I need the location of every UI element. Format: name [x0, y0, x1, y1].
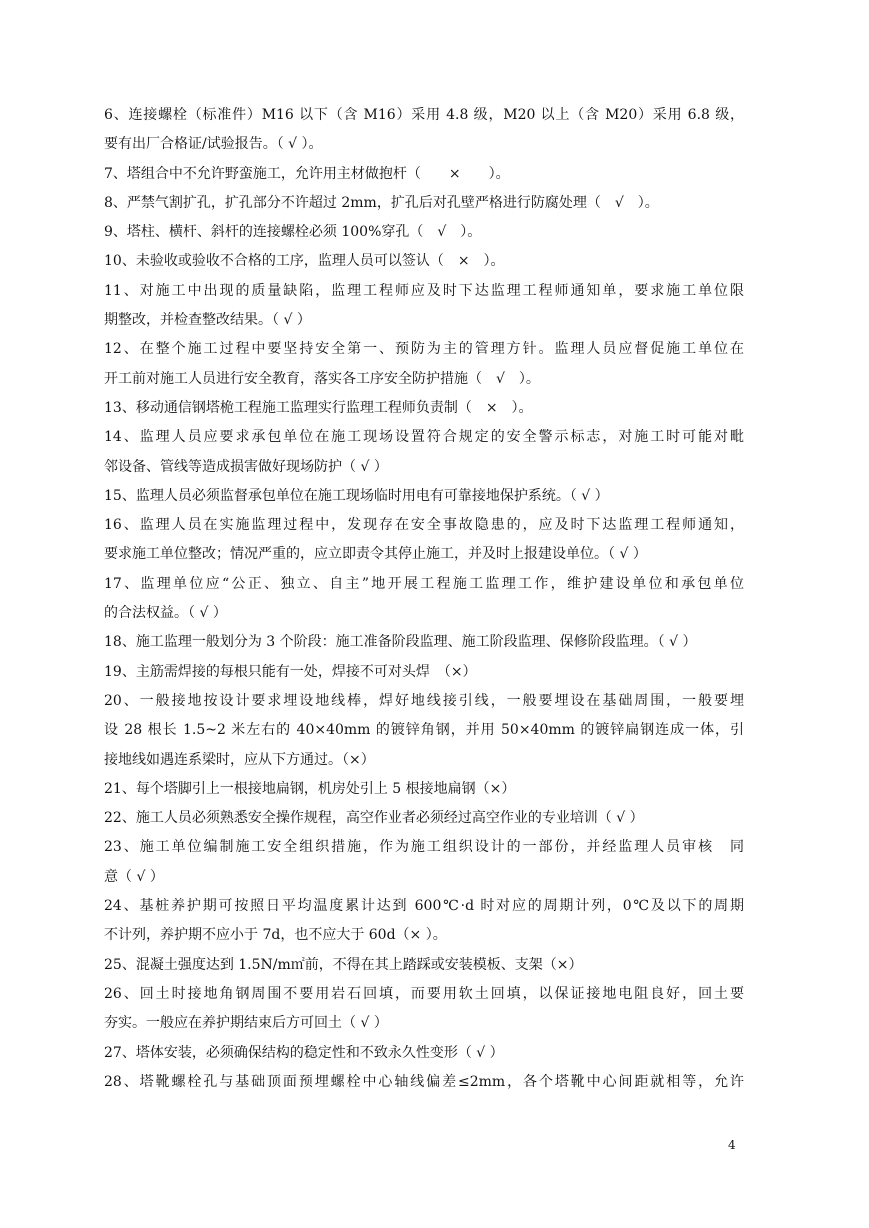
text-line: 的合法权益。（ √ ） [104, 605, 227, 622]
text-line: 14、监理人员应要求承包单位在施工现场设置符合规定的安全警示标志，对施工时可能对毗 [104, 429, 744, 446]
text-line: 开工前对施工人员进行安全教育，落实各工序安全防护措施（ √ ）。 [104, 370, 540, 387]
text-line: 15、监理人员必须监督承包单位在施工现场临时用电有可靠接地保护系统。（ √ ） [104, 487, 609, 504]
text-line: 24、基桩养护期可按照日平均温度累计达到 600℃·d 时对应的周期计列，0℃及以下的周期 [104, 898, 744, 915]
page-number: 4 [728, 1138, 736, 1152]
text-line: 18、施工监理一般划分为 3 个阶段：施工准备阶段监理、施工阶段监理、保修阶段监理。（ √ ） [104, 634, 697, 651]
text-line: 要有出厂合格证/试验报告。（ √ ）。 [104, 136, 323, 153]
text-line: 21、每个塔脚引上一根接地扁钢，机房处引上 5 根接地扁钢（×） [104, 780, 516, 797]
text-line: 17、监理单位应“公正、独立、自主”地开展工程施工监理工作，维护建设单位和承包单位 [104, 575, 744, 592]
text-line: 意（ √ ） [104, 868, 164, 885]
document-body [104, 101, 744, 1097]
text-line: 要求施工单位整改；情况严重的，应立即责令其停止施工，并及时上报建设单位。（ √ ） [104, 546, 647, 563]
text-line: 9、塔柱、横杆、斜杆的连接螺栓必须 100%穿孔（ √ ）。 [104, 224, 482, 241]
text-line: 23、施工单位编制施工安全组织措施，作为施工组织设计的一部份，并经监理人员审核 同 [104, 839, 744, 856]
text-line: 设 28 根长 1.5~2 米左右的 40×40mm 的镀锌角钢，并用 50×40mm 的镀锌扁钢连成一体，引 [104, 722, 744, 739]
text-line: 邻设备、管线等造成损害做好现场防护（ √ ） [104, 458, 388, 475]
text-line: 20、一般接地按设计要求埋设地线棒，焊好地线接引线，一般要埋设在基础周围，一般要埋 [104, 692, 744, 709]
text-line: 夯实。一般应在养护期结束后方可回土（ √ ） [104, 1015, 388, 1032]
text-line: 22、施工人员必须熟悉安全操作规程，高空作业者必须经过高空作业的专业培训（ √ ） [104, 810, 644, 827]
text-line: 11、对施工中出现的质量缺陷，监理工程师应及时下达监理工程师通知单，要求施工单位限 [104, 282, 744, 299]
text-line: 6、连接螺栓（标准件）M16 以下（含 M16）采用 4.8 级，M20 以上（含 M20）采用 6.8 级， [104, 107, 744, 123]
text-line: 19、主筋需焊接的每根只能有一处，焊接不可对头焊 （×） [104, 663, 477, 680]
text-line: 13、移动通信钢塔桅工程施工监理实行监理工程师负责制（ × ）。 [104, 399, 533, 416]
text-line: 25、混凝土强度达到 1.5N/m㎡前，不得在其上踏踩或安装模板、支架（×） [104, 956, 583, 973]
text-line: 10、未验收或验收不合格的工序，监理人员可以签认（ × ）。 [104, 253, 505, 270]
text-line: 28、塔靴螺栓孔与基础顶面预埋螺栓中心轴线偏差≤2mm，各个塔靴中心间距就相等，允许 [104, 1073, 744, 1090]
text-line: 8、严禁气割扩孔，扩孔部分不许超过 2mm，扩孔后对孔壁严格进行防腐处理（ √ ）。 [104, 194, 659, 211]
text-line: 期整改，并检查整改结果。（ √ ） [104, 312, 311, 329]
text-line: 7、塔组合中不允许野蛮施工，允许用主材做抱杆（ × ）。 [104, 165, 510, 182]
text-line: 12、在整个施工过程中要坚持安全第一、预防为主的管理方针。监理人员应督促施工单位在 [104, 341, 744, 358]
text-line: 不计列，养护期不应小于 7d，也不应大于 60d（× ）。 [104, 927, 447, 944]
text-line: 27、塔体安装，必须确保结构的稳定性和不致永久性变形（ √ ） [104, 1044, 504, 1061]
text-line: 26、回土时接地角钢周围不要用岩石回填，而要用软土回填，以保证接地电阻良好，回土要 [104, 985, 744, 1002]
text-line: 16、监理人员在实施监理过程中，发现存在安全事故隐患的，应及时下达监理工程师通知， [104, 517, 744, 534]
text-line: 接地线如遇连系梁时，应从下方通过。（×） [104, 751, 375, 768]
